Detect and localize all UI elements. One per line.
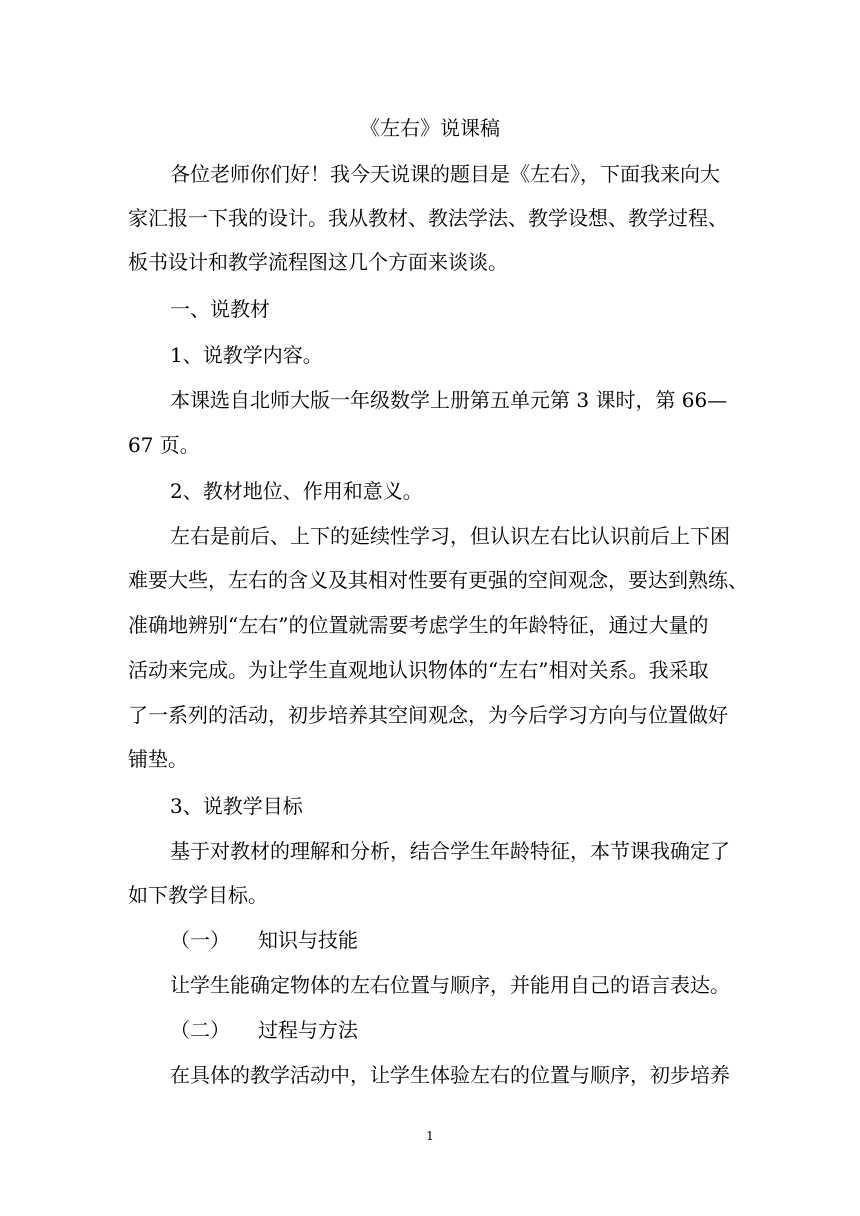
paragraph-line: 在具体的教学活动中，让学生体验左右的位置与顺序，初步培养 <box>170 1063 730 1087</box>
paragraph-line: 板书设计和教学流程图这几个方面来谈谈。 <box>128 250 508 274</box>
objective-title: 过程与方法 <box>258 1018 358 1042</box>
paragraph-line: 铺垫。 <box>128 747 188 771</box>
paragraph-line: 各位老师你们好！我今天说课的题目是《左右》，下面我来向大 <box>170 162 720 186</box>
objective-heading <box>170 926 774 954</box>
objective-title: 知识与技能 <box>258 928 358 952</box>
section-heading: 一、说教材 <box>170 297 270 321</box>
document-title: 《左右》说课稿 <box>360 116 500 140</box>
paragraph-line: 本课选自北师大版一年级数学上册第五单元第 3 课时，第 66— <box>170 388 728 412</box>
paragraph-line: 如下教学目标。 <box>128 883 268 907</box>
paragraph-line: 家汇报一下我的设计。我从教材、教法学法、教学设想、教学过程、 <box>128 206 728 230</box>
paragraph-line: 让学生能确定物体的左右位置与顺序，并能用自己的语言表达。 <box>170 973 730 997</box>
paragraph-line: 67 页。 <box>128 433 200 457</box>
subsection-heading: 3、说教学目标 <box>170 794 303 818</box>
page-number: 1 <box>426 1129 434 1143</box>
objective-heading <box>170 1016 774 1044</box>
paragraph-line: 基于对教材的理解和分析，结合学生年龄特征，本节课我确定了 <box>170 839 730 863</box>
paragraph-line: 准确地辨别“左右”的位置就需要考虑学生的年龄特征，通过大量的 <box>128 613 709 637</box>
paragraph-line: 了一系列的活动，初步培养其空间观念，为今后学习方向与位置做好 <box>128 703 728 727</box>
paragraph-line: 难要大些，左右的含义及其相对性要有更强的空间观念，要达到熟练、 <box>128 568 748 592</box>
paragraph-line: 左右是前后、上下的延续性学习，但认识左右比认识前后上下困 <box>170 524 730 548</box>
subsection-heading: 1、说教学内容。 <box>170 343 323 367</box>
paragraph-line: 活动来完成。为让学生直观地认识物体的“左右”相对关系。我采取 <box>128 658 709 682</box>
objective-number: （一） <box>170 928 230 952</box>
subsection-heading: 2、教材地位、作用和意义。 <box>170 479 423 503</box>
objective-number: （二） <box>170 1018 230 1042</box>
